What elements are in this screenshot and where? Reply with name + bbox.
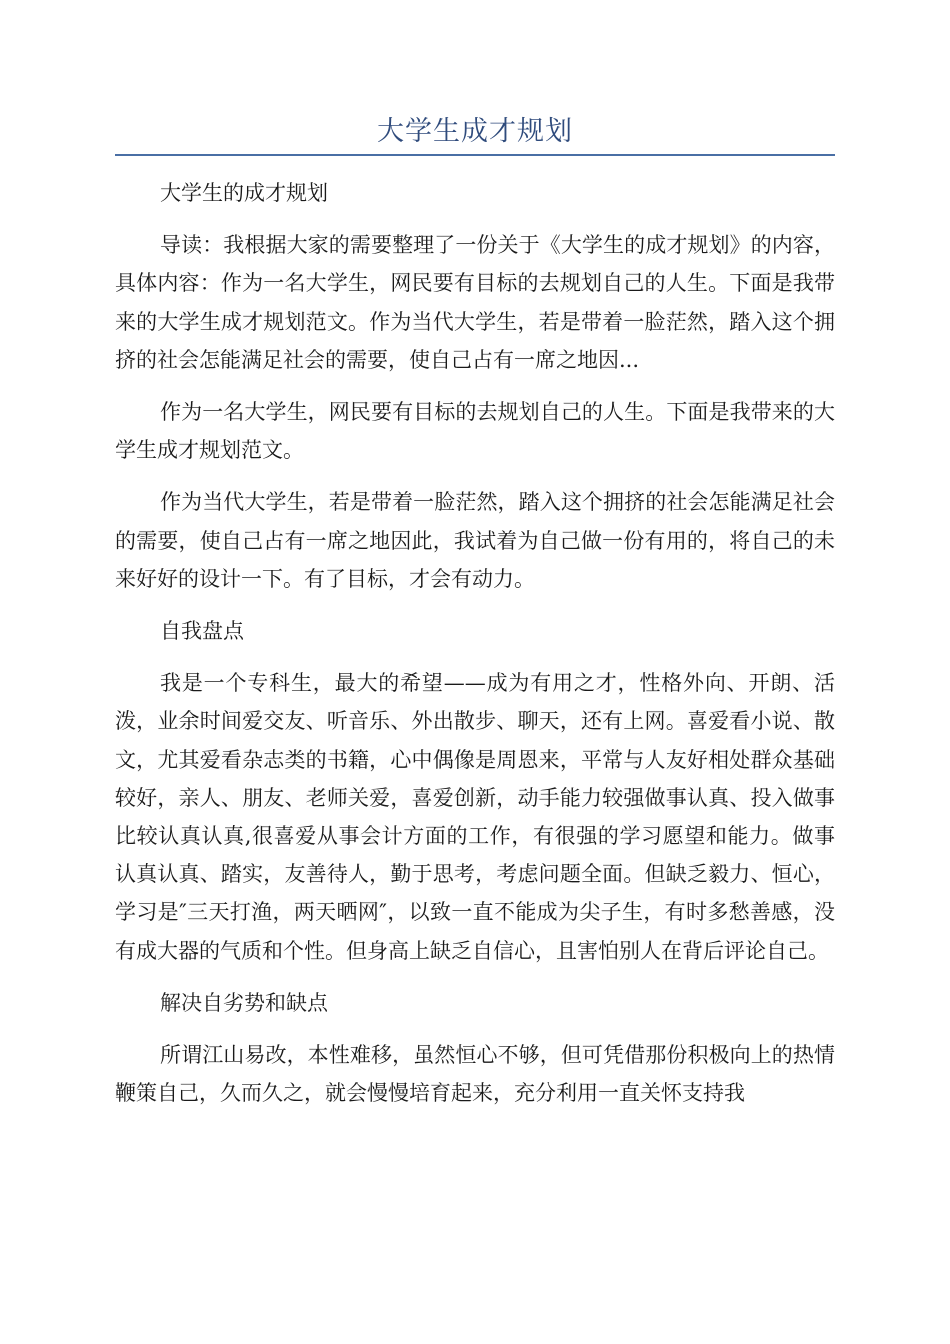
paragraph-motivation: 作为当代大学生，若是带着一脸茫然，踏入这个拥挤的社会怎能满足社会的需要，使自己占有一席之地因此，我试着为自己做一份有用的，将自己的未来好好的设计一下。有了目标，才会有动力。 (115, 490, 835, 591)
paragraph-purpose: 作为一名大学生，网民要有目标的去规划自己的人生。下面是我带来的大学生成才规划范文。 (115, 400, 835, 463)
title-underline (115, 154, 835, 156)
document-title: 大学生成才规划 (377, 116, 573, 147)
paragraph-heading-planning: 大学生的成才规划 (160, 181, 328, 205)
paragraph-intro: 导读：我根据大家的需要整理了一份关于《大学生的成才规划》的内容，具体内容：作为一名大学生，网民要有目标的去规划自己的人生。下面是我带来的大学生成才规划范文。作为当代大学生，若是带着一脸茫然，踏入这个拥挤的社会怎能满足社会的需要，使自己占有一席之地因... (115, 233, 835, 372)
paragraph-weaknesses: 所谓江山易改，本性难移，虽然恒心不够，但可凭借那份积极向上的热情鞭策自己，久而久之，就会慢慢培育起来，充分利用一直关怀支持我 (115, 1043, 835, 1106)
section-heading-weaknesses: 解决自劣势和缺点 (160, 990, 328, 1015)
paragraph-self-review: 我是一个专科生，最大的希望——成为有用之才，性格外向、开朗、活泼，业余时间爱交友、听音乐、外出散步、聊天，还有上网。喜爱看小说、散文，尤其爱看杂志类的书籍，心中偶像是周恩来，平常与人友好相处群众基础较好，亲人、朋友、老师关爱，喜爱创新，动手能力较强做事认真、投入做事比较认真认真,很喜爱从事会计方面的工作，有很强的学习愿望和能力。做事认真认真、踏实，友善待人，勤于思考，考虑问题全面。但缺乏毅力、恒心，学习是″三天打渔，两天晒网″，以致一直不能成为尖子生，有时多愁善感，没有成大器的气质和个性。但身高上缺乏自信心，且害怕别人在背后评论自己。 (115, 671, 835, 963)
document-body (115, 174, 835, 1126)
section-heading-self-review: 自我盘点 (160, 619, 244, 644)
